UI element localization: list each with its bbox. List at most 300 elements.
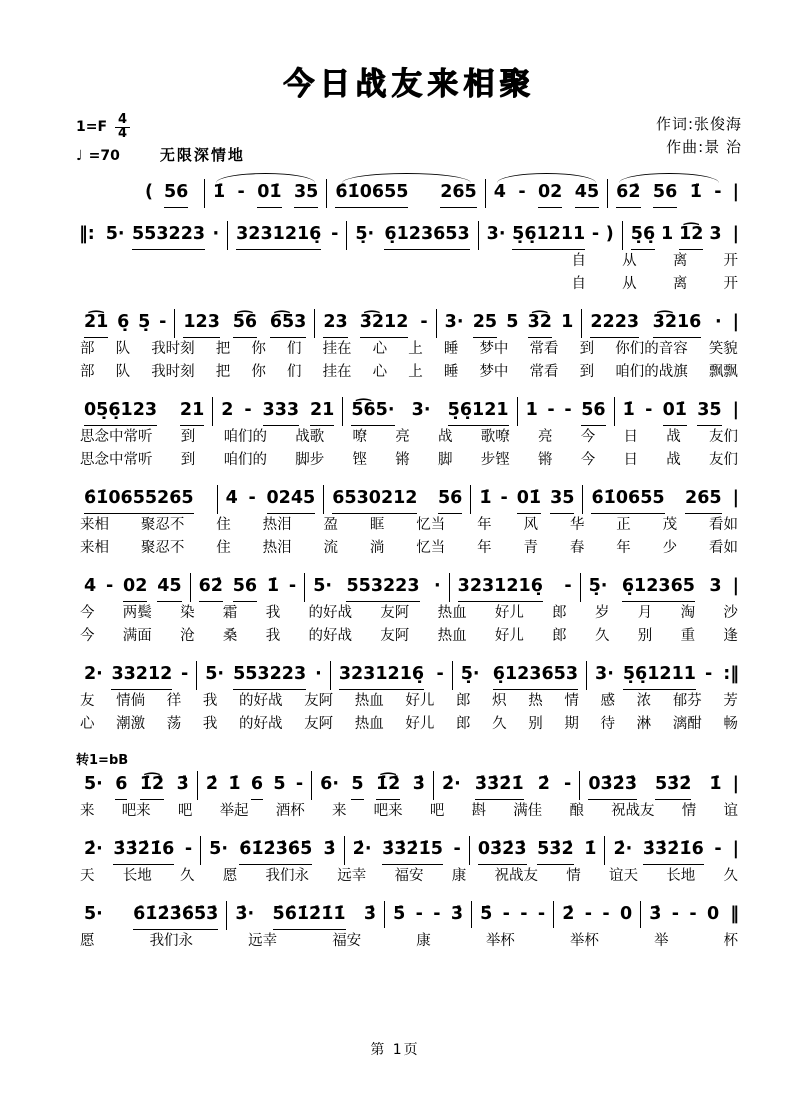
lyric-token: 斟 bbox=[471, 803, 486, 820]
measure bbox=[76, 573, 190, 602]
lyric-token: 梦中 bbox=[479, 364, 509, 381]
note-token: 1̇͡2̇ bbox=[376, 771, 400, 800]
note-token: 3̇3̇2̇1̇6 bbox=[643, 836, 704, 865]
measure bbox=[197, 771, 311, 800]
note-token: 6 bbox=[115, 771, 127, 800]
note-token: 21 bbox=[180, 397, 204, 426]
note-token: 53̇2̇ bbox=[655, 771, 692, 800]
note-token: 56 bbox=[653, 179, 677, 208]
measure bbox=[433, 771, 579, 800]
lyric-token: 嘹 bbox=[352, 429, 367, 446]
lyric-token: 常看 bbox=[529, 341, 559, 358]
note-token: 123 bbox=[183, 309, 220, 338]
lyric-token: 我时刻 bbox=[151, 341, 195, 358]
lyric-token: 逢 bbox=[723, 628, 738, 645]
lyric-token: 今 bbox=[580, 452, 596, 469]
lyric-token: 长地 bbox=[666, 868, 696, 885]
time-signature-top: 4 bbox=[115, 112, 130, 128]
measure bbox=[196, 661, 330, 690]
measure bbox=[76, 661, 196, 690]
lyric-token: 两鬓 bbox=[122, 605, 152, 622]
measure bbox=[579, 771, 729, 800]
note-token: 6̇1̇0655265 bbox=[84, 485, 194, 514]
lyric-token: 淌 bbox=[369, 540, 385, 557]
lyric-token: 我们永 bbox=[265, 868, 309, 885]
lyric-token: 友阿 bbox=[304, 716, 334, 733]
note-token: 5̣6̣121 bbox=[448, 397, 509, 426]
lyric-token: 徉 bbox=[166, 693, 182, 710]
note-token: 333 bbox=[263, 397, 300, 426]
lyricist-credit: 作词:张俊海 bbox=[655, 115, 742, 133]
notation-line bbox=[76, 573, 742, 602]
measure bbox=[581, 309, 729, 338]
note-token: 553223 bbox=[346, 573, 419, 602]
note-token: 2͡1 bbox=[84, 309, 108, 338]
note-token: 3̇3̇2̇1̇5 bbox=[382, 836, 443, 865]
measure bbox=[342, 397, 516, 426]
lyric-token: 咱们的 bbox=[223, 429, 267, 446]
lyric-token: 今 bbox=[80, 605, 95, 622]
notation-line bbox=[76, 661, 742, 690]
note-token: 3̇ bbox=[176, 774, 189, 795]
note-token: - bbox=[288, 576, 297, 597]
lyric-token: 炽 bbox=[492, 693, 507, 710]
note-token: 3͡216 bbox=[653, 309, 702, 338]
lyric-token: 开 bbox=[723, 253, 738, 270]
lyric-token: 到 bbox=[579, 341, 595, 358]
note-token: - bbox=[591, 224, 600, 245]
note-token: 6̣12365 bbox=[622, 573, 695, 602]
note-token: 1͡2 bbox=[679, 221, 703, 250]
lyric-token: 漓酣 bbox=[672, 716, 702, 733]
note-token: 3· bbox=[595, 664, 614, 685]
measure bbox=[227, 221, 346, 250]
music-system bbox=[76, 661, 742, 736]
lyric-line bbox=[568, 250, 743, 273]
note-token: 25 bbox=[473, 309, 497, 338]
lyric-token: 热血 bbox=[354, 693, 384, 710]
note-token: 05̣6̣123 bbox=[84, 397, 157, 426]
measure bbox=[76, 309, 174, 338]
lyric-token: 热血 bbox=[437, 628, 467, 645]
lyric-token: 好儿 bbox=[494, 605, 524, 622]
note-token: 553223 bbox=[233, 661, 306, 690]
lyric-token: 挂在 bbox=[322, 364, 352, 381]
lyric-token: 愿 bbox=[80, 933, 95, 950]
measure bbox=[98, 221, 227, 250]
note-token: - bbox=[244, 400, 252, 421]
lyric-token: 我们永 bbox=[149, 933, 194, 950]
end-barline: :‖ bbox=[723, 664, 739, 685]
note-token: 45 bbox=[575, 179, 599, 208]
note-token: · bbox=[714, 312, 722, 333]
note-token: - bbox=[237, 182, 245, 203]
note-token: 56 bbox=[438, 485, 462, 514]
note-token: 62̇ bbox=[199, 573, 223, 602]
key-tempo-block bbox=[76, 113, 245, 165]
lyric-token: 我 bbox=[202, 693, 218, 710]
note-token: 1̇ bbox=[709, 774, 722, 795]
note-token: 3231216̣ bbox=[458, 573, 543, 602]
measure bbox=[344, 836, 469, 865]
measure bbox=[76, 771, 197, 800]
measure bbox=[330, 661, 452, 690]
lyric-token: 祝战友 bbox=[494, 868, 538, 885]
note-token: 3· bbox=[444, 312, 464, 333]
note-token: 3· bbox=[411, 400, 431, 421]
note-token: - bbox=[602, 904, 610, 925]
lyric-token: 我 bbox=[265, 605, 281, 622]
note-token: - bbox=[436, 664, 444, 685]
lyric-token: 别 bbox=[637, 628, 653, 645]
measure bbox=[326, 179, 484, 208]
music-system bbox=[76, 749, 742, 823]
lyric-token: 住 bbox=[216, 540, 231, 557]
lyric-token: 长地 bbox=[122, 868, 152, 885]
note-token: - bbox=[105, 576, 114, 597]
note-token: 3̇ bbox=[450, 904, 464, 925]
lyric-token: 康 bbox=[451, 868, 467, 885]
lyric-token: 咱们的战旗 bbox=[615, 364, 688, 381]
lyric-token: 久 bbox=[180, 868, 195, 885]
note-token: - bbox=[547, 400, 555, 421]
lyric-token: 战歌 bbox=[295, 429, 325, 446]
end-barline: | bbox=[732, 839, 740, 860]
lyric-token: 今 bbox=[80, 628, 95, 645]
lyric-token: 热血 bbox=[354, 716, 384, 733]
note-token: 5· bbox=[205, 664, 225, 685]
time-signature-bottom: 4 bbox=[118, 125, 128, 141]
note-token: · bbox=[212, 224, 220, 245]
lyric-token: 郎 bbox=[552, 605, 567, 622]
lyric-token: 日 bbox=[623, 429, 638, 446]
lyric-token: 杯 bbox=[723, 933, 738, 950]
note-token: 6̇1̇2̇3̇6̇5̇ bbox=[239, 836, 312, 865]
measure bbox=[212, 397, 342, 426]
lyric-token: 自 bbox=[571, 276, 586, 293]
lyric-token: 聚忍不 bbox=[140, 540, 185, 557]
note-token: 3231216̣ bbox=[339, 661, 424, 690]
lyric-token: 看如 bbox=[709, 540, 738, 557]
note-token: 4 bbox=[493, 182, 506, 203]
lyric-token: 福安 bbox=[332, 933, 362, 950]
lyric-token: 思念中常听 bbox=[80, 452, 153, 469]
lyric-token: 的好战 bbox=[239, 693, 283, 710]
note-token: 62̇ bbox=[616, 179, 640, 208]
end-barline: | bbox=[732, 576, 739, 597]
lyric-token: 沙 bbox=[723, 605, 738, 622]
lyric-token: 畅 bbox=[723, 716, 738, 733]
note-token: 5͡6 bbox=[233, 309, 257, 338]
note-token: 6̣123653 bbox=[384, 221, 469, 250]
note-token: 6͡53 bbox=[270, 309, 307, 338]
lyric-token: 久 bbox=[723, 868, 738, 885]
lyric-line bbox=[76, 800, 742, 823]
lyric-token: 们 bbox=[286, 364, 302, 381]
measure bbox=[469, 836, 605, 865]
note-token: 5· bbox=[84, 774, 103, 795]
note-token: 3̇· bbox=[235, 904, 255, 925]
note-token: 5̇ bbox=[480, 904, 493, 925]
measure bbox=[76, 397, 212, 426]
lyric-token: 举 bbox=[653, 933, 669, 950]
note-token: 6̣ bbox=[117, 312, 130, 333]
note-token: 1̇ bbox=[622, 400, 635, 421]
notation-line bbox=[76, 309, 742, 338]
lyric-token: 部 bbox=[80, 364, 95, 381]
lyric-token: 友们 bbox=[709, 429, 738, 446]
lyric-token: 青 bbox=[523, 540, 538, 557]
note-token: 02 bbox=[538, 179, 562, 208]
lyric-token: 心 bbox=[372, 341, 388, 358]
lyric-token: 们 bbox=[286, 341, 302, 358]
notation-line bbox=[76, 836, 742, 865]
lyric-token: 康 bbox=[416, 933, 431, 950]
note-token: 3̇3̇2̇1̇ bbox=[475, 771, 524, 800]
lyric-token: 盈 bbox=[323, 517, 338, 534]
note-token: 02 bbox=[123, 573, 147, 602]
note-token: 45 bbox=[157, 573, 181, 602]
note-token: 5· bbox=[313, 576, 333, 597]
measure bbox=[582, 485, 729, 514]
note-token: - bbox=[518, 182, 526, 203]
lyric-token: 从 bbox=[622, 276, 637, 293]
lyric-token: 好儿 bbox=[405, 716, 435, 733]
measure bbox=[478, 221, 622, 250]
note-token: 33212 bbox=[111, 661, 172, 690]
lyric-line bbox=[76, 865, 742, 888]
music-system bbox=[76, 397, 742, 472]
music-system bbox=[76, 901, 742, 953]
note-token: 35 bbox=[550, 485, 574, 514]
lyric-token: 年 bbox=[477, 517, 492, 534]
note-token: - bbox=[184, 839, 193, 860]
note-token: - bbox=[420, 312, 428, 333]
lyric-token: 待 bbox=[600, 716, 615, 733]
note-token: 5· bbox=[105, 224, 125, 245]
key-label: 1=F bbox=[76, 118, 108, 135]
lyric-token: 到 bbox=[180, 429, 196, 446]
end-barline: | bbox=[732, 774, 739, 795]
lyric-token: 的好战 bbox=[239, 716, 283, 733]
lyric-token: 吧 bbox=[177, 803, 193, 820]
notation-line bbox=[76, 397, 742, 426]
lyric-token: 热 bbox=[528, 693, 543, 710]
lyric-token: 久 bbox=[594, 628, 610, 645]
lyric-token: 好儿 bbox=[405, 693, 435, 710]
lyric-token: 你们的音容 bbox=[615, 341, 688, 358]
note-token: 53̇2̇ bbox=[537, 836, 574, 865]
lyric-token: 我时刻 bbox=[151, 364, 195, 381]
note-token: 5̣· bbox=[355, 224, 375, 245]
note-token: 1̇ bbox=[212, 182, 226, 203]
measure bbox=[471, 901, 553, 928]
measure bbox=[485, 179, 607, 208]
note-token: 1̇ bbox=[479, 488, 492, 509]
note-token: - bbox=[584, 904, 593, 925]
note-token: 2· bbox=[84, 664, 103, 685]
note-token: · bbox=[433, 576, 441, 597]
note-token: 1̇ bbox=[266, 576, 280, 597]
lyric-token: 友阿 bbox=[380, 605, 410, 622]
lyric-token: 染 bbox=[180, 605, 195, 622]
measure bbox=[384, 901, 471, 928]
end-barline: | bbox=[732, 488, 739, 509]
lyric-token: 离 bbox=[672, 276, 688, 293]
repeat-open-barline: ( bbox=[145, 182, 153, 203]
lyric-token: 友们 bbox=[709, 452, 738, 469]
note-token: 0 bbox=[707, 904, 720, 925]
lyric-token: 到 bbox=[180, 452, 196, 469]
tempo-value: =70 bbox=[88, 148, 120, 165]
lyric-token: 眶 bbox=[369, 517, 385, 534]
measure bbox=[76, 901, 226, 930]
credits-block bbox=[656, 113, 742, 160]
note-token: 6· bbox=[320, 774, 339, 795]
score-header bbox=[76, 113, 742, 165]
note-token: 3̇ bbox=[412, 774, 425, 795]
lyric-line bbox=[76, 713, 742, 736]
music-system bbox=[76, 836, 742, 888]
lyric-token: 茂 bbox=[662, 517, 678, 534]
lyric-token: 住 bbox=[216, 517, 231, 534]
note-token: 3231216̣ bbox=[236, 221, 321, 250]
lyric-line bbox=[76, 338, 742, 361]
lyric-token: 睡 bbox=[443, 341, 459, 358]
measure bbox=[640, 901, 727, 928]
lyric-token: 把 bbox=[215, 364, 231, 381]
note-token: 3 bbox=[709, 576, 722, 597]
lyric-token: 飘飘 bbox=[708, 364, 738, 381]
note-token: 21 bbox=[310, 397, 334, 426]
lyric-line bbox=[76, 449, 742, 472]
note-token: 6530212 bbox=[332, 485, 417, 514]
note-token: - bbox=[564, 576, 572, 597]
note-token: - bbox=[453, 839, 461, 860]
notation-line bbox=[76, 221, 742, 250]
lyric-token: 自 bbox=[571, 253, 586, 270]
note-token: 2̇ bbox=[205, 774, 219, 795]
lyric-line bbox=[568, 273, 743, 296]
lyric-token: 队 bbox=[115, 341, 131, 358]
measure bbox=[470, 485, 582, 514]
note-token: 56 bbox=[233, 573, 257, 602]
lyric-token: 感 bbox=[600, 693, 615, 710]
note-token: 1̇ bbox=[228, 774, 241, 795]
note-token: - bbox=[564, 774, 572, 795]
lyric-token: 满面 bbox=[122, 628, 152, 645]
note-token: 5 bbox=[273, 774, 286, 795]
measure bbox=[311, 771, 433, 800]
score-body bbox=[76, 179, 742, 953]
lyric-token: 酿 bbox=[569, 803, 584, 820]
notation-line bbox=[76, 771, 742, 800]
lyric-token: 友阿 bbox=[304, 693, 334, 710]
note-token: 01̇ bbox=[663, 397, 687, 426]
note-token: 03̇2̇3̇ bbox=[588, 771, 637, 800]
lyric-token: 举起 bbox=[219, 803, 249, 820]
note-token: 5̇ bbox=[393, 904, 406, 925]
lyric-token: 上 bbox=[408, 341, 423, 358]
lyric-token: 锵 bbox=[538, 452, 553, 469]
note-token: 265 bbox=[685, 485, 722, 514]
lyric-line bbox=[76, 930, 742, 953]
lyric-token: 远幸 bbox=[337, 868, 367, 885]
note-token: - bbox=[500, 488, 508, 509]
measure bbox=[607, 179, 729, 208]
measure bbox=[449, 573, 580, 602]
note-token: 265 bbox=[440, 179, 477, 208]
note-token: 3͡212 bbox=[360, 309, 409, 338]
note-token: 6̇1̇0655 bbox=[335, 179, 408, 208]
lyric-token: 脚 bbox=[438, 452, 453, 469]
lyric-token: 情 bbox=[566, 868, 581, 885]
measure bbox=[156, 179, 204, 208]
lyric-token: 战 bbox=[666, 452, 681, 469]
note-token: 4 bbox=[84, 576, 97, 597]
note-token: 5͡65· bbox=[351, 397, 394, 426]
lyric-token: 郁芬 bbox=[672, 693, 702, 710]
notation-line bbox=[142, 179, 742, 208]
lyric-token: 的好战 bbox=[308, 628, 352, 645]
lyric-token: 愿 bbox=[222, 868, 238, 885]
lyric-token: 别 bbox=[528, 716, 543, 733]
lyric-token: 吧来 bbox=[373, 803, 403, 820]
lyric-token: 亮 bbox=[395, 429, 410, 446]
measure bbox=[204, 179, 326, 208]
lyric-token: 铿 bbox=[352, 452, 367, 469]
note-token: 0245 bbox=[267, 485, 316, 514]
note-token: 5̣6̣1211 bbox=[623, 661, 696, 690]
note-token: 35 bbox=[697, 397, 721, 426]
measure bbox=[304, 573, 448, 602]
lyric-token: 天 bbox=[80, 868, 95, 885]
music-system bbox=[76, 309, 742, 384]
note-token: 3̇3̇2̇1̇6 bbox=[113, 836, 174, 865]
lyric-token: 满佳 bbox=[513, 803, 543, 820]
tempo-marking bbox=[76, 144, 245, 165]
lyric-token: 热血 bbox=[437, 605, 467, 622]
lyric-token: 聚忍不 bbox=[140, 517, 185, 534]
lyric-token: 远幸 bbox=[248, 933, 278, 950]
lyric-token: 热泪 bbox=[262, 517, 292, 534]
music-system bbox=[76, 485, 742, 560]
key-signature bbox=[76, 113, 245, 140]
lyric-token: 来 bbox=[331, 803, 347, 820]
lyric-token: 少 bbox=[662, 540, 678, 557]
measure bbox=[323, 485, 470, 514]
modulation-label: 转1=bB bbox=[76, 753, 129, 769]
lyric-line bbox=[76, 537, 742, 560]
end-barline: | bbox=[732, 312, 739, 333]
lyric-token: 情 bbox=[564, 693, 579, 710]
note-token: 23 bbox=[323, 309, 347, 338]
note-token: - bbox=[704, 664, 713, 685]
note-token: 5̣· bbox=[460, 664, 480, 685]
lyric-line bbox=[76, 361, 742, 384]
note-token: - bbox=[714, 839, 722, 860]
measure bbox=[346, 221, 477, 250]
lyric-token: 荡 bbox=[166, 716, 182, 733]
measure bbox=[226, 901, 384, 930]
lyric-token: 友阿 bbox=[380, 628, 410, 645]
lyric-token: 郎 bbox=[552, 628, 567, 645]
note-token: 5 bbox=[351, 771, 363, 800]
end-barline: ‖ bbox=[730, 904, 739, 925]
lyric-token: 从 bbox=[622, 253, 637, 270]
measure bbox=[76, 485, 217, 514]
lyric-token: 咱们的 bbox=[223, 452, 267, 469]
